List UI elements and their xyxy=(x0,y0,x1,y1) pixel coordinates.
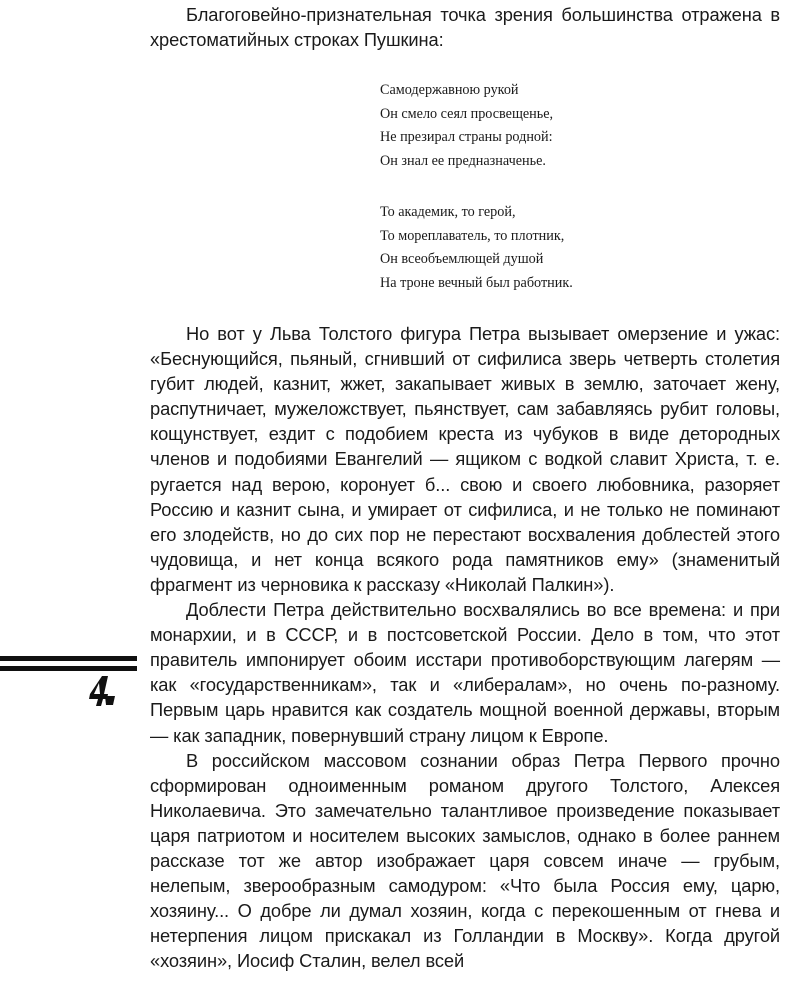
poem-line: На троне вечный был работник. xyxy=(380,275,573,292)
body-paragraph: Доблести Петра действительно восхвалялись во все времена: и при монархии, и в СССР, и в постсоветской России. Дело в том, что этот правитель импонирует обоим исстари противоборствующим лагерям — как «государственникам», так и «либералам», но очень по-разному. Первым царь нравится как создатель мощной военной державы, вторым — как западник, повернувший страну лицом к Европе. xyxy=(150,599,780,746)
intro-paragraph: Благоговейно-признательная точка зрения большинства отражена в хрестоматийных строках Пушкина: xyxy=(150,4,780,51)
poem-line: То академик, то герой, xyxy=(380,204,516,220)
body-paragraph: Но вот у Льва Толстого фигура Петра вызывает омерзение и ужас: «Беснующийся, пьяный, сгнивший от сифилиса зверь четверть столетия губит людей, казнит, жжет, закапывает живых в землю, заточает жену, распутничает, мужеложствует, пьянствует, сам забавляясь рубит головы, кощунствует, ездит с подобием креста из чубуков в виде детородных членов и подобиями Евангелий — ящиком с водкой славит Христа, т. е. ругается над верою, коронует б... свою и своего любовника, разоряет Россию и казнит сына, и умирает от сифилиса, и не только не поминают его злодейств, но до сих пор не перестают восхваления доблестей этого чудовища, и нет конца всякого рода памятников ему» (знаменитый фрагмент из черновика к рассказу «Николай Палкин»). xyxy=(150,323,780,595)
intro-paragraph-block xyxy=(150,2,780,52)
poem-stanza-2 xyxy=(380,201,740,296)
poem-line: То мореплаватель, то плотник, xyxy=(380,227,565,244)
poem-line: Он смело сеял просвещенье, xyxy=(380,105,554,122)
poem-line: Он всеобъемлющей душой xyxy=(380,251,544,268)
poem-line: Самодержавною рукой xyxy=(380,82,519,98)
margin-rule-top xyxy=(0,656,137,661)
body-paragraph: В российском массовом сознании образ Петра Первого прочно сформирован одноименным романом другого Толстого, Алексея Николаевича. Это замечательно талантливое произведение показывает царя патриотом и носителем высоких замыслов, однако в более раннем рассказе тот же автор изображает царя совсем иначе — грубым, нелепым, зверообразным самодуром: «Что была Россия ему, царю, хозяину... О добре ли думал хозяин, когда с перекошенным от гнева и нетерпения лицом прискакал из Голландии в Москву». Когда другой «хозяин», Иосиф Сталин, велел всей xyxy=(150,749,780,972)
body-text xyxy=(150,321,780,973)
page-number-4 xyxy=(88,674,116,708)
poem-line: Не презирал страны родной: xyxy=(380,129,553,146)
poem-line: Он знал ее предназначенье. xyxy=(380,153,546,170)
poem-stanza-1 xyxy=(380,79,740,174)
margin-rule-bottom xyxy=(0,666,137,671)
